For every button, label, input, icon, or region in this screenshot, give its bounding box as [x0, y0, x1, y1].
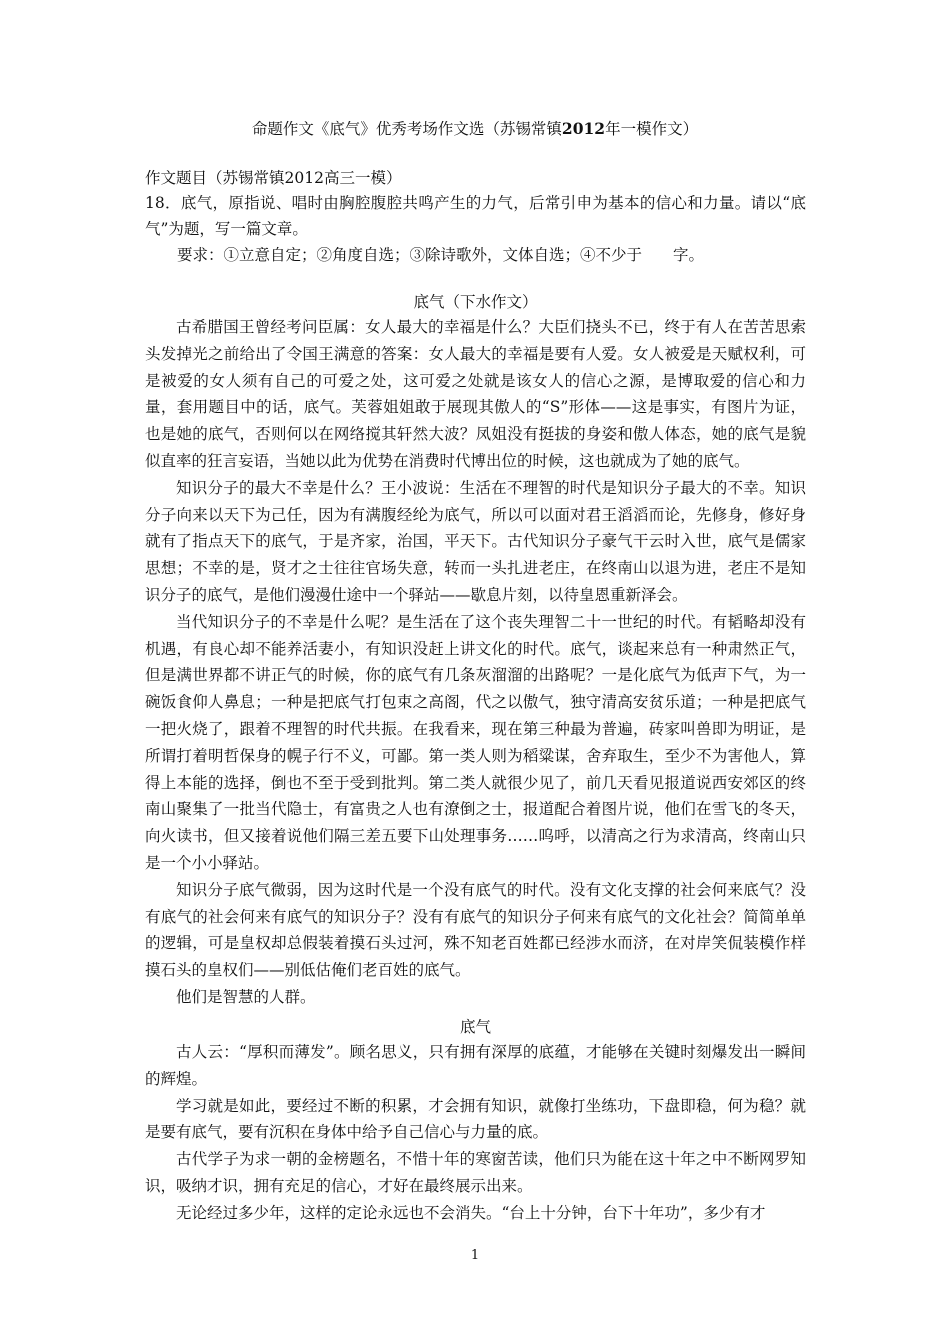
requirements-line: 要求：①立意自定；②角度自选；③除诗歌外，文体自选；④不少于 字。 — [177, 246, 705, 264]
essay2-title: 底气 — [459, 1018, 491, 1036]
essay1-paragraph: 知识分子底气微弱，因为这时代是一个没有底气的时代。没有文化支撑的社会何来底气？没有底气的社会何来有底气的知识分子？没有有底气的知识分子何来有底气的文化社会？简简单单的逻辑，可是皇权却总假装着摸石头过河，殊不知老百姓都已经涉水而济，在对岸笑侃装模作样摸石头的皇权们——别低估俺们老百姓的底气。 — [145, 880, 806, 980]
document-title — [145, 118, 805, 140]
essay2-paragraph: 古人云：“厚积而薄发”。顾名思义，只有拥有深厚的底蕴，才能够在关键时刻爆发出一瞬间的辉煌。 — [145, 1043, 806, 1088]
title-part-2: 年一模作文） — [605, 120, 699, 138]
prompt-text-block — [145, 190, 806, 242]
essay1-paragraph: 当代知识分子的不幸是什么呢？是生活在了这个丧失理智二十一世纪的时代。有韬略却没有机遇，有良心却不能养活妻小，有知识没赶上讲文化的时代。底气，谈起来总有一种肃然正气，但是满世界都不讲正气的时候，你的底气有几条灰溜溜的出路呢？一是化底气为低声下气，为一碗饭食仰人鼻息；一种是把底气打包束之高阁，代之以傲气，独守清高安贫乐道；一种是把底气一把火烧了，跟着不理智的时代共振。在我看来，现在第三种最为普遍，砖家叫兽即为明证，是所谓打着明哲保身的幌子行不义，可鄙。第一类人则为稻粱谋，舍弃取生，至少不为害他人，算得上本能的选择，倒也不至于受到批判。第二类人就很少见了，前几天看见报道说西安郊区的终南山聚集了一批当代隐士，有富贵之人也有潦倒之士，报道配合着图片说，他们在雪飞的冬天，向火读书，但又接着说他们隔三差五要下山处理事务……呜呼，以清高之行为求清高，终南山只是一个小小驿站。 — [145, 612, 806, 872]
prompt-text: 18．底气，原指说、唱时由胸腔腹腔共鸣产生的力气，后常引申为基本的信心和力量。请以“底气”为题，写一篇文章。 — [145, 194, 806, 238]
essay1-title: 底气（下水作文） — [413, 293, 538, 311]
essay1-paragraph: 他们是智慧的人群。 — [176, 987, 316, 1006]
essay2-paragraph: 古代学子为求一朝的金榜题名，不惜十年的寒窗苦读，他们只为能在这十年之中不断网罗知识，吸纳才识，拥有充足的信心，才好在最终展示出来。 — [145, 1150, 806, 1195]
essay1-paragraph: 古希腊国王曾经考问臣属：女人最大的幸福是什么？大臣们挠头不已，终于有人在苦苦思索头发掉光之前给出了令国王满意的答案：女人最大的幸福是要有人爱。女人被爱是天赋权利，可是被爱的女人须有自己的可爱之处，这可爱之处就是该女人的信心之源，是博取爱的信心和力量，套用题目中的话，底气。芙蓉姐姐敢于展现其傲人的“S”形体——这是事实，有图片为证，也是她的底气，否则何以在网络搅其轩然大波？凤姐没有挺拔的身姿和傲人体态，她的底气是貌似直率的狂言妄语，当她以此为优势在消费时代博出位的时候，这也就成为了她的底气。 — [145, 318, 806, 470]
essay2-paragraph: 无论经过多少年，这样的定论永远也不会消失。“台上十分钟，台下十年功”，多少有才 — [176, 1203, 766, 1222]
title-part-1: 命题作文《底气》优秀考场作文选（苏锡常镇 — [251, 120, 562, 138]
essay2-body — [145, 1039, 806, 1227]
page-number: 1 — [470, 1248, 480, 1263]
title-year: 2012 — [561, 119, 606, 138]
essay2-paragraph: 学习就是如此，要经过不断的积累，才会拥有知识，就像打坐练功，下盘即稳，何为稳？就是要有底气，要有沉积在身体中给予自己信心与力量的底。 — [145, 1096, 806, 1142]
essay1-paragraph: 知识分子的最大不幸是什么？王小波说：生活在不理智的时代是知识分子最大的不幸。知识分子向来以天下为己任，因为有满腹经纶为底气，所以可以面对君王滔滔而论，先修身，修好身就有了指点天下的底气，于是齐家，治国，平天下。古代知识分子豪气干云时入世，底气是儒家思想；不幸的是，贤才之士往往官场失意，转而一头扎进老庄，在终南山以退为进，老庄不是知识分子的底气，是他们漫漫仕途中一个驿站——歇息片刻，以待皇恩重新泽会。 — [145, 478, 806, 604]
essay1-body — [145, 314, 806, 1011]
prompt-heading: 作文题目（苏锡常镇2012高三一模） — [145, 169, 402, 187]
